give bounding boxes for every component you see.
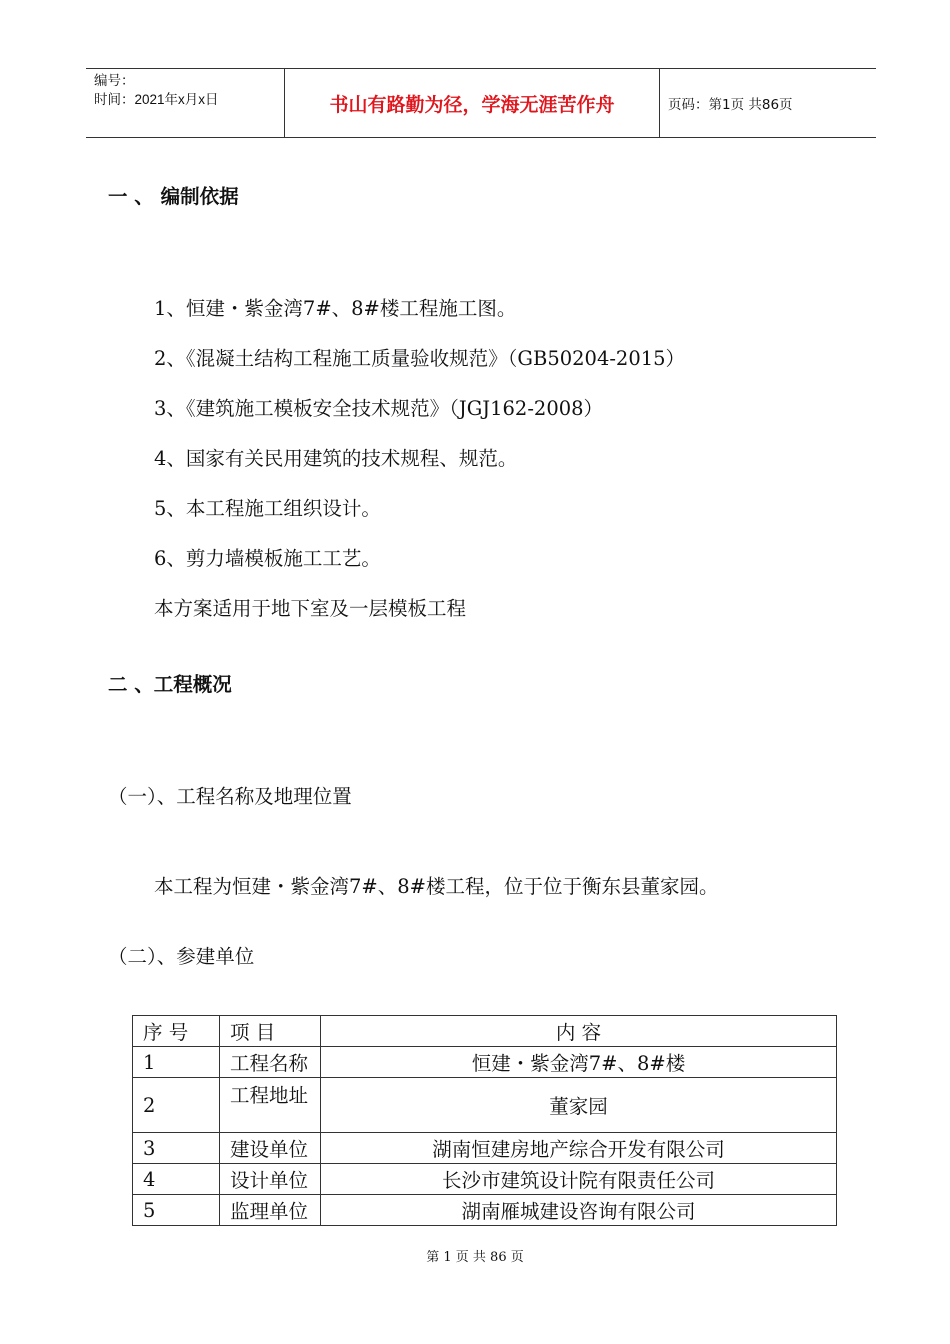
- header-cell-content: 内 容: [321, 1016, 837, 1047]
- cell-index: 3: [133, 1133, 220, 1164]
- table-header-row: [133, 1016, 837, 1047]
- header-meta: [86, 69, 285, 137]
- cell-index: 2: [133, 1078, 220, 1133]
- table-row: [133, 1078, 837, 1133]
- cell-index: 5: [133, 1195, 220, 1226]
- header-page-info: 页码：第1页 共86页: [668, 97, 793, 113]
- subsection-1-text: 本工程为恒建・紫金湾7#、8#楼工程，位于位于衡东县董家园。: [154, 875, 719, 898]
- cell-content: 董家园: [321, 1078, 837, 1133]
- cell-index: 4: [133, 1164, 220, 1195]
- header-cell-item: 项 目: [220, 1016, 321, 1047]
- basis-item-3: 3、《建筑施工模板安全技术规范》（JGJ162-2008）: [154, 397, 604, 420]
- table-row: [133, 1195, 837, 1226]
- cell-content: 湖南恒建房地产综合开发有限公司: [321, 1133, 837, 1164]
- section-1-title: 一 、 编制依据: [108, 185, 239, 208]
- number-label: 编号：: [94, 73, 135, 88]
- participants-table: [132, 1015, 837, 1226]
- subsection-1-title: （一）、工程名称及地理位置: [108, 785, 352, 808]
- time-label: 时间：2021年x月x日: [94, 92, 219, 107]
- basis-item-4: 4、国家有关民用建筑的技术规程、规范。: [154, 447, 518, 470]
- cell-item: 工程地址: [220, 1078, 321, 1133]
- basis-item-5: 5、本工程施工组织设计。: [154, 497, 381, 520]
- page-footer: 第 1 页 共 86 页: [426, 1250, 524, 1265]
- basis-item-1: 1、恒建・紫金湾7#、8#楼工程施工图。: [154, 297, 517, 320]
- header-motto: 书山有路勤为径，学海无涯苦作舟: [285, 69, 660, 137]
- cell-content: 长沙市建筑设计院有限责任公司: [321, 1164, 837, 1195]
- cell-item: 工程名称: [220, 1047, 321, 1078]
- cell-content: 湖南雁城建设咨询有限公司: [321, 1195, 837, 1226]
- cell-item: 设计单位: [220, 1164, 321, 1195]
- table-row: [133, 1133, 837, 1164]
- cell-item: 建设单位: [220, 1133, 321, 1164]
- table-row: [133, 1047, 837, 1078]
- cell-item: 监理单位: [220, 1195, 321, 1226]
- scope-text: 本方案适用于地下室及一层模板工程: [154, 597, 467, 620]
- page-header: [86, 68, 876, 138]
- cell-index: 1: [133, 1047, 220, 1078]
- subsection-2-title: （二）、参建单位: [108, 945, 255, 968]
- table-row: [133, 1164, 837, 1195]
- header-cell-index: 序 号: [133, 1016, 220, 1047]
- basis-item-2: 2、《混凝土结构工程施工质量验收规范》（GB50204-2015）: [154, 347, 686, 370]
- section-2-title: 二 、工程概况: [108, 673, 232, 696]
- basis-item-6: 6、剪力墙模板施工工艺。: [154, 547, 381, 570]
- cell-content: 恒建・紫金湾7#、8#楼: [321, 1047, 837, 1078]
